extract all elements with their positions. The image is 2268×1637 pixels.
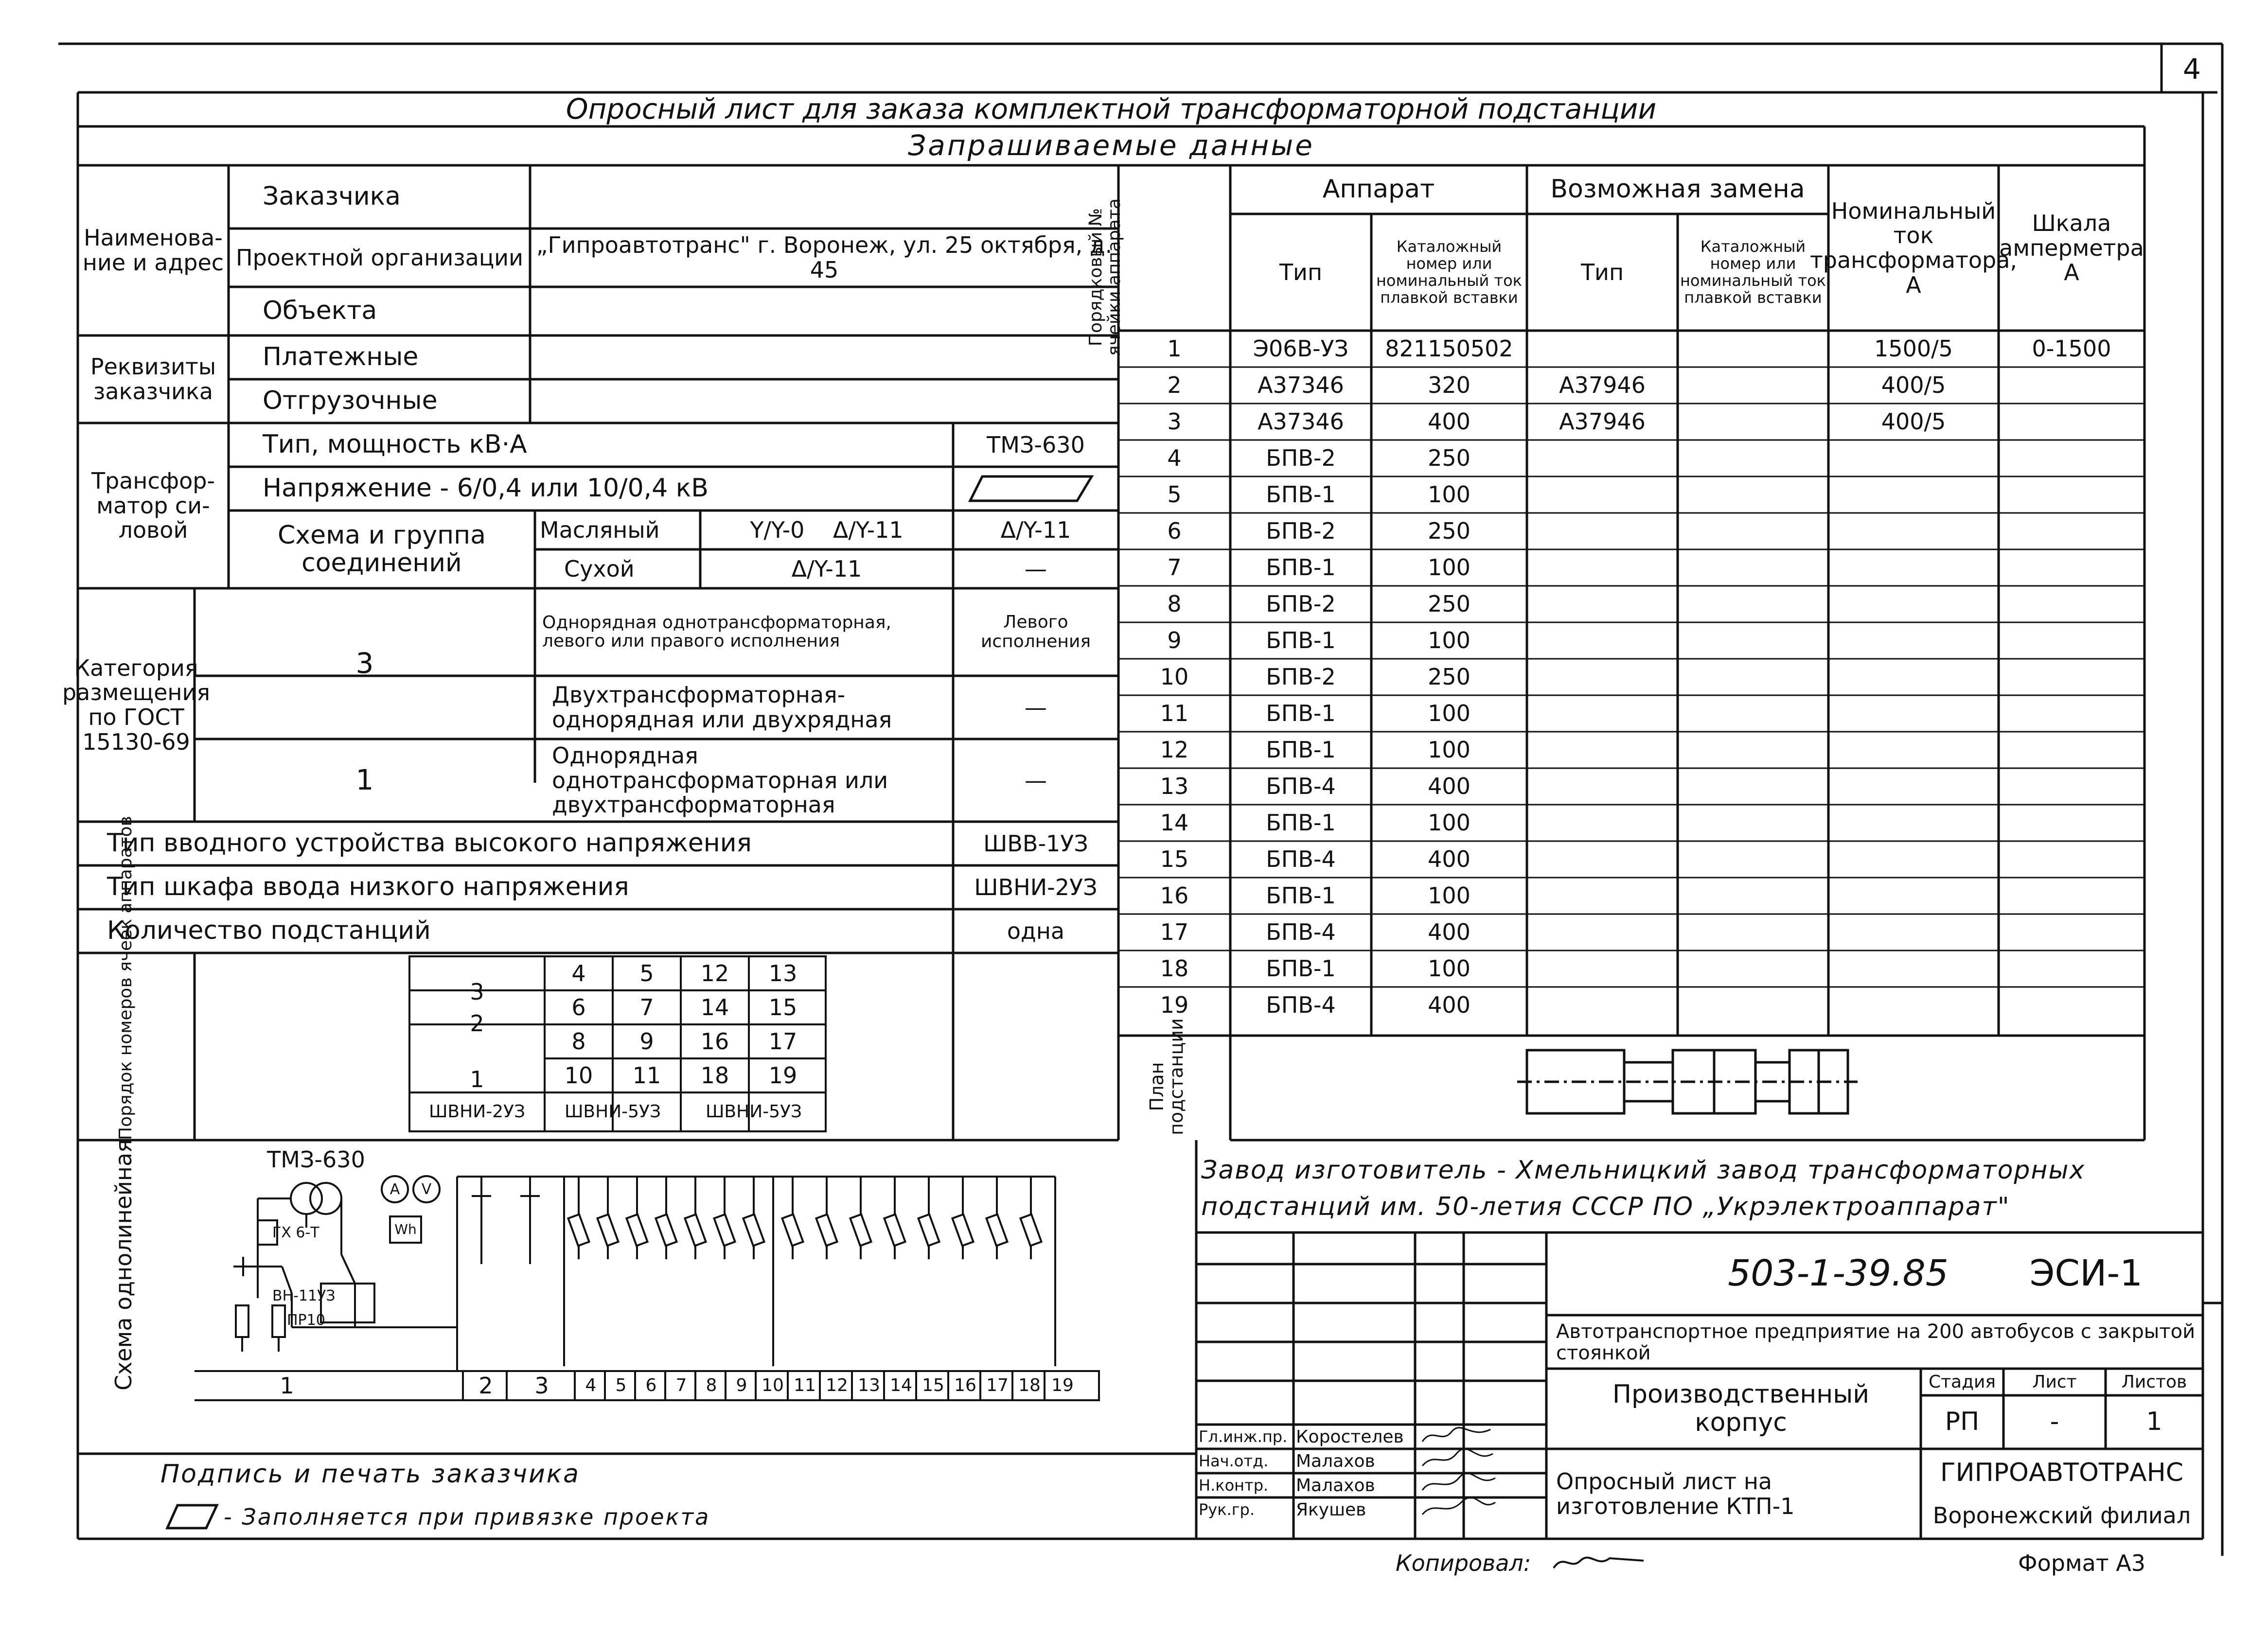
category-option-3-value: —: [1025, 767, 1047, 793]
signer-name: Якушев: [1296, 1500, 1366, 1520]
customer-obekta-label: Объекта: [263, 296, 377, 326]
cell-number: 13: [1160, 773, 1189, 800]
apparatus-type: БПВ-4: [1266, 919, 1336, 946]
schema-cell: 10: [755, 1371, 789, 1400]
apparatus-type: БПВ-2: [1266, 591, 1336, 617]
schema-cell: 2: [462, 1371, 508, 1400]
apparatus-type: БПВ-1: [1266, 737, 1336, 763]
apparatus-catalog: 100: [1428, 955, 1471, 982]
category-option-3: Однорядная однотрансформаторная или двухтрансформаторная: [552, 742, 888, 818]
org-branch: Воронежский филиал: [1932, 1502, 2191, 1529]
apparatus-catalog: 100: [1428, 737, 1471, 763]
cell-number: 14: [1160, 810, 1189, 836]
hv-input-label: Тип вводного устройства высокого напряжения: [107, 828, 752, 858]
cell-number: 5: [1167, 481, 1182, 508]
grid-cell: 15: [768, 994, 797, 1021]
project-name: Автотранспортное предприятие на 200 автобусов с закрытой стоянкой: [1556, 1320, 2196, 1364]
apparatus-type: БПВ-1: [1266, 627, 1336, 654]
substation-plan-drawing: [1517, 1040, 1858, 1123]
signer-name: Малахов: [1296, 1451, 1375, 1472]
fill-in-marker-icon: [165, 1503, 219, 1530]
category-option-2-value: —: [1025, 694, 1047, 721]
grid-cell: 8: [571, 1028, 586, 1055]
lv-input-label: Тип шкафа ввода низкого напряжения: [107, 872, 629, 902]
col-apparat-type: Тип: [1279, 259, 1323, 285]
transformer-voltage-label: Напряжение - 6/0,4 или 10/0,4 кВ: [263, 474, 709, 503]
transformer-type-value: ТМЗ-630: [987, 431, 1085, 458]
col-ammeter-scale: Шкала амперметра А: [1999, 210, 2144, 286]
apparatus-catalog: 821150502: [1385, 335, 1513, 362]
grid-cell: 10: [564, 1062, 593, 1089]
transformer-oil-value: Δ/Y-11: [1000, 516, 1071, 543]
apparatus-catalog: 100: [1428, 810, 1471, 836]
schema-cell: 4: [574, 1371, 606, 1400]
replace-type: [1527, 331, 1678, 367]
schema-cell: 14: [883, 1371, 917, 1400]
wattmeter-icon: Wh: [389, 1215, 422, 1244]
apparatus-type: А37346: [1258, 408, 1344, 435]
grid-cell: 19: [768, 1062, 797, 1089]
grid-cell: 9: [639, 1028, 654, 1055]
cell-number: 4: [1167, 445, 1182, 472]
apparatus-catalog: 400: [1428, 846, 1471, 873]
schema-transformer-label: ТМЗ-630: [267, 1146, 365, 1173]
apparatus-catalog: 100: [1428, 700, 1471, 727]
schema-cell: 6: [634, 1371, 666, 1400]
doc-code: 503-1-39.85: [1728, 1252, 1949, 1295]
customer-requisites-label: Реквизиты заказчика: [90, 353, 216, 405]
transformer-dry-options: Δ/Y-11: [791, 555, 862, 582]
apparatus-catalog: 250: [1428, 664, 1471, 690]
apparatus-catalog: 400: [1428, 773, 1471, 800]
cell-number: 19: [1160, 992, 1189, 1019]
cell-order-row-3: 3: [470, 978, 484, 1005]
grid-cell: 11: [632, 1062, 661, 1089]
apparatus-type: БПВ-2: [1266, 445, 1336, 472]
schema-cell: 5: [604, 1371, 636, 1400]
apparatus-type: БПВ-1: [1266, 554, 1336, 581]
section-title: Запрашиваемые данные: [908, 129, 1314, 162]
apparatus-type: БПВ-2: [1266, 518, 1336, 545]
apparatus-catalog: 100: [1428, 627, 1471, 654]
copied-by-label: Копировал:: [1396, 1549, 1531, 1576]
stage-value: РП: [1945, 1407, 1980, 1437]
grid-cell: 17: [768, 1028, 797, 1055]
cell-number: 1: [1167, 335, 1182, 362]
legend-text: - Заполняется при привязке проекта: [224, 1503, 710, 1530]
apparatus-type: БПВ-2: [1266, 664, 1336, 690]
sheet-code: ЭСИ-1: [2029, 1252, 2143, 1295]
customer-platezhnye-label: Платежные: [263, 342, 419, 372]
schema-label-vn: ВН-11УЗ: [272, 1287, 336, 1304]
schema-cell: 15: [915, 1371, 949, 1400]
hv-input-value: ШВВ-1УЗ: [983, 830, 1088, 857]
cell-number: 10: [1160, 664, 1189, 690]
apparatus-type: Э06В-УЗ: [1253, 335, 1349, 362]
substation-count-value: одна: [1007, 917, 1065, 944]
apparatus-type: А37346: [1258, 372, 1344, 399]
category-option-1-value: Левого исполнения: [980, 612, 1091, 651]
list-value: -: [2050, 1407, 2059, 1437]
cell-number: 2: [1167, 372, 1182, 399]
grid-cell: 4: [571, 960, 586, 986]
apparatus-catalog: 400: [1428, 408, 1471, 435]
cell-number: 15: [1160, 846, 1189, 873]
cell-number: 11: [1160, 700, 1189, 727]
grid-cell: 16: [700, 1028, 729, 1055]
lists-value: 1: [2146, 1407, 2162, 1437]
customer-otgruzochnye-label: Отгрузочные: [263, 386, 438, 416]
plan-label: План подстанции: [1146, 1018, 1187, 1135]
replace-type: А37946: [1559, 372, 1646, 399]
apparatus-type: БПВ-1: [1266, 810, 1336, 836]
col-apparat-catalog: Каталожный номер или номинальный ток плавкой вставки: [1376, 237, 1522, 307]
transformer-schema-label: Схема и группа соединений: [278, 520, 486, 578]
cell-order-footer: ШВНИ-2УЗ: [428, 1102, 526, 1122]
stage-header: Стадия: [1928, 1372, 1996, 1392]
schema-cell: 12: [819, 1371, 853, 1400]
col-nominal-current: Номинальный ток трансформатора, А: [1809, 197, 2018, 298]
signer-name: Малахов: [1296, 1476, 1375, 1496]
lists-header: Листов: [2121, 1372, 2187, 1392]
cell-order-row-1: 1: [470, 1066, 484, 1092]
signature-label: Подпись и печать заказчика: [160, 1459, 581, 1489]
cell-order-footer: ШВНИ-5УЗ: [705, 1102, 802, 1122]
schema-cell: 17: [979, 1371, 1013, 1400]
voltmeter-icon: V: [412, 1175, 441, 1203]
category-option-1: Однорядная однотрансформаторная, левого или правого исполнения: [542, 613, 891, 651]
apparatus-catalog: 100: [1428, 481, 1471, 508]
transformer-oil-options: Y/Y-0 Δ/Y-11: [750, 516, 904, 543]
cell-number: 16: [1160, 882, 1189, 909]
page-title: Опросный лист для заказа комплектной трансформаторной подстанции: [566, 92, 1657, 126]
nominal-current: 400/5: [1881, 408, 1946, 435]
signer-role: Нач.отд.: [1199, 1452, 1269, 1471]
customer-proekt-label: Проектной организации: [236, 244, 523, 271]
schema-cell: 19: [1044, 1371, 1080, 1400]
col-apparat: Аппарат: [1322, 175, 1435, 204]
substation-count-label: Количество подстанций: [107, 916, 431, 946]
apparatus-type: БПВ-4: [1266, 773, 1336, 800]
fill-in-marker-icon: [968, 474, 1094, 503]
cell-number: 3: [1167, 408, 1182, 435]
apparatus-type: БПВ-1: [1266, 955, 1336, 982]
list-header: Лист: [2032, 1372, 2077, 1392]
customer-zakazchika-label: Заказчика: [263, 182, 401, 211]
signer-role: Гл.инж.пр.: [1199, 1427, 1288, 1446]
copied-signature: [1551, 1549, 1648, 1578]
cell-order-footer: ШВНИ-5УЗ: [564, 1102, 661, 1122]
schema-label-gx: ГХ 6-Т: [272, 1224, 319, 1241]
nominal-current: 400/5: [1881, 372, 1946, 399]
grid-cell: 7: [639, 994, 654, 1021]
col-replace-type: Тип: [1580, 259, 1624, 285]
apparatus-catalog: 100: [1428, 554, 1471, 581]
col-possible-replace: Возможная замена: [1550, 175, 1805, 204]
col-replace-catalog: Каталожный номер или номинальный ток плавкой вставки: [1680, 237, 1826, 307]
apparatus-catalog: 250: [1428, 591, 1471, 617]
schema-cell: 18: [1011, 1371, 1045, 1400]
grid-cell: 14: [700, 994, 729, 1021]
ammeter-scale: 0-1500: [2032, 335, 2111, 362]
transformer-group-label: Трансфор-матор си-ловой: [91, 468, 215, 544]
apparatus-type: БПВ-1: [1266, 882, 1336, 909]
grid-cell: 13: [768, 960, 797, 986]
col-cell-number: Порядковый № ячейки аппарата: [1086, 198, 1124, 356]
apparatus-type: БПВ-1: [1266, 481, 1336, 508]
signer-role: Н.контр.: [1199, 1476, 1269, 1495]
apparatus-catalog: 400: [1428, 992, 1471, 1019]
doc-title: Опросный лист на изготовление КТП-1: [1556, 1468, 1795, 1519]
signature-scribbles: [1418, 1425, 1500, 1531]
sheet-number: 4: [2183, 52, 2201, 86]
transformer-oil-label: Масляный: [540, 516, 660, 543]
apparatus-catalog: 100: [1428, 882, 1471, 909]
schema-cell: 11: [787, 1371, 821, 1400]
transformer-dry-label: Сухой: [564, 555, 635, 582]
manufacturer-text: Завод изготовитель - Хмельницкий завод трансформаторных подстанций им. 50-летия СССР ПО „Укрэлектроаппарат": [1201, 1155, 2086, 1221]
apparatus-type: БПВ-4: [1266, 846, 1336, 873]
nominal-current: 1500/5: [1874, 335, 1953, 362]
schema-cell: 16: [947, 1371, 981, 1400]
customer-proekt-value: „Гипроавтотранс" г. Воронеж, ул. 25 октября, д. 45: [536, 232, 1113, 283]
format-label: Формат А3: [2018, 1549, 2145, 1576]
schema-cell: 8: [694, 1371, 726, 1400]
schema-cell: 7: [664, 1371, 696, 1400]
cell-number: 9: [1167, 627, 1182, 654]
customer-group-label: Наименова-ние и адрес: [82, 225, 224, 276]
building-name: Производственный корпус: [1612, 1380, 1870, 1437]
signer-role: Рук.гр.: [1199, 1500, 1255, 1519]
grid-cell: 6: [571, 994, 586, 1021]
schema-cell: 13: [851, 1371, 885, 1400]
cell-number: 18: [1160, 955, 1189, 982]
schema-cell: 9: [725, 1371, 757, 1400]
cell-order-row-2: 2: [470, 1010, 484, 1037]
cell-number: 12: [1160, 737, 1189, 763]
apparatus-catalog: 320: [1428, 372, 1471, 399]
cell-number: 8: [1167, 591, 1182, 617]
grid-cell: 18: [700, 1062, 729, 1089]
schema-label-pr: ПР10: [287, 1311, 325, 1329]
signer-name: Коростелев: [1296, 1427, 1404, 1447]
schema-cell: 3: [506, 1371, 576, 1400]
category-1: 1: [355, 763, 374, 797]
cell-number: 7: [1167, 554, 1182, 581]
replace-type: А37946: [1559, 408, 1646, 435]
apparatus-type: БПВ-4: [1266, 992, 1336, 1019]
category-group-label: Категория размещения по ГОСТ 15130-69: [62, 654, 211, 755]
schema-cell: 1: [280, 1372, 294, 1399]
apparatus-type: БПВ-1: [1266, 700, 1336, 727]
category-option-2: Двухтрансформаторная-однорядная или двухрядная: [552, 682, 892, 733]
apparatus-catalog: 250: [1428, 445, 1471, 472]
grid-cell: 12: [700, 960, 729, 986]
transformer-type-label: Тип, мощность кВ·А: [263, 430, 527, 459]
lv-input-value: ШВНИ-2УЗ: [974, 874, 1098, 900]
schema-label: Схема однолинейная: [110, 1139, 137, 1391]
cell-number: 17: [1160, 919, 1189, 946]
cell-order-label: Порядок номеров ячеек аппаратов: [116, 816, 136, 1140]
grid-cell: 5: [639, 960, 654, 986]
apparatus-catalog: 250: [1428, 518, 1471, 545]
cell-number: 6: [1167, 518, 1182, 545]
category-3: 3: [355, 647, 374, 680]
transformer-dry-value: —: [1025, 555, 1047, 582]
apparatus-catalog: 400: [1428, 919, 1471, 946]
ammeter-icon: А: [381, 1175, 409, 1203]
org-name: ГИПРОАВТОТРАНС: [1940, 1458, 2184, 1488]
